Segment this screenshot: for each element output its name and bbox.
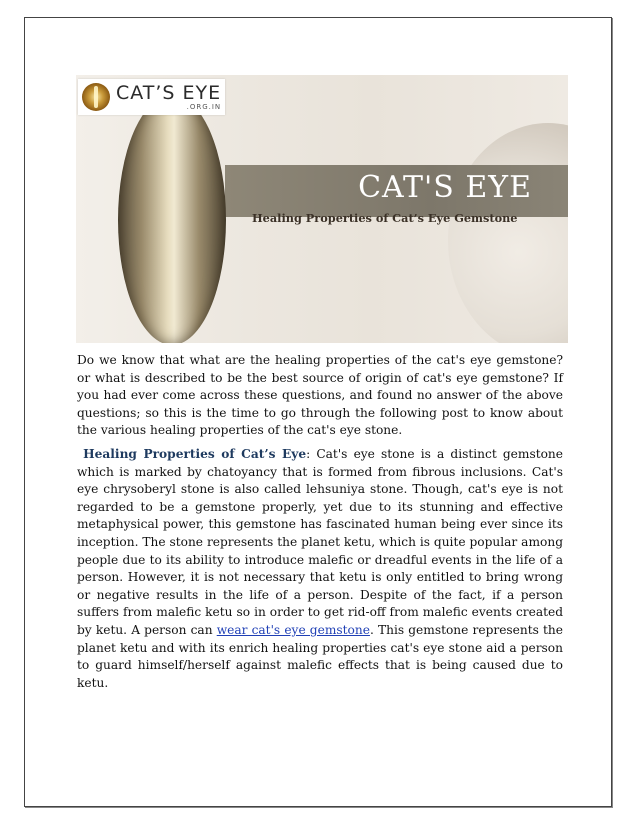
section-heading: Healing Properties of Cat’s Eye	[83, 446, 307, 461]
section-colon: :	[306, 446, 311, 461]
cats-eye-gem-icon	[118, 95, 226, 343]
banner-subtitle: Healing Properties of Cat’s Eye Gemstone	[252, 211, 518, 225]
header-banner-image	[76, 75, 568, 343]
banner-title: CAT'S EYE	[358, 170, 532, 205]
section-body-part-1: Cat's eye stone is a distinct gemstone which is marked by chatoyancy that is formed from fibrous inclusions. Cat's eye chrysoberyl stone is also called lehsuniya stone. Though, cat's eye is not regarded to be a gemstone properly, yet due to its stunning and effective metaphysical power, this gemstone has fascinated human being ever since its inception. The stone represents the planet ketu, which is quite popular among people due to its ability to introduce malefic or dreadful events in the life of a person. However, it is not necessary that ketu is only entitled to bring wrong or negative results in the life of a person. Despite of the fact, if a person suffers from malefic ketu so in order to get rid-off from malefic events created by ketu. A person can	[77, 446, 563, 637]
site-logo	[78, 79, 225, 115]
logo-gem-icon	[82, 83, 110, 111]
logo-domain: .ORG.IN	[186, 102, 222, 111]
article-body	[77, 352, 563, 692]
logo-text: CAT’S EYE	[116, 81, 222, 104]
cats-eye-gem-background	[448, 123, 568, 343]
intro-paragraph: Do we know that what are the healing properties of the cat's eye gemstone? or what is described to be the best source of origin of cat's eye gemstone? If you had ever come across these questions, and found no answer of the above questions; so this is the time to go through the following post to know about the various healing properties of the cat's eye stone.	[77, 353, 563, 438]
section-body-part-2: . This gemstone represents the planet ketu and with its enrich healing properties cat's eye stone aid a person to guard himself/herself against malefic effects that is being caused due to ketu.	[77, 622, 563, 690]
banner-title-strip	[225, 165, 568, 217]
healing-paragraph	[77, 446, 563, 692]
wear-cats-eye-link[interactable]: wear cat's eye gemstone	[216, 622, 370, 637]
